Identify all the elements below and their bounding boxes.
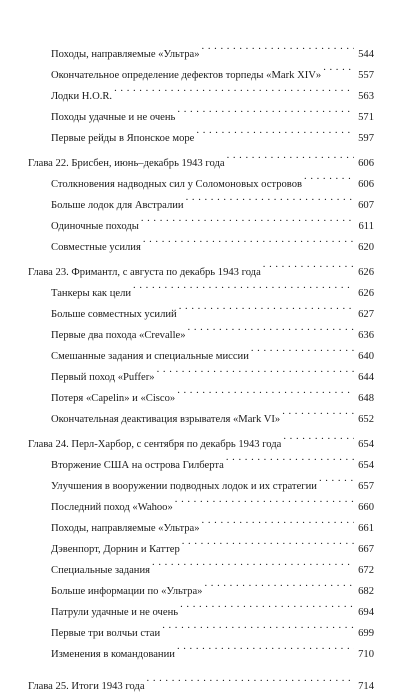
toc-entry-page-number: 654 xyxy=(358,460,374,471)
dot-leader xyxy=(152,552,354,573)
dot-leader xyxy=(175,489,354,510)
toc-entry-title: Больше информации по «Ультра» xyxy=(51,586,203,597)
toc-entry-title: Улучшения в вооружении подводных лодок и их стратегии xyxy=(51,481,317,492)
toc-entry-title: Окончательная деактивация взрывателя «Mark VI» xyxy=(51,414,281,425)
toc-entry-page-number: 657 xyxy=(358,481,374,492)
toc-entry-page-number: 682 xyxy=(358,586,374,597)
toc-entry-page-number: 563 xyxy=(358,91,374,102)
toc-entry-title: Специальные задания xyxy=(51,565,151,576)
dot-leader xyxy=(283,426,354,447)
toc-entry-page-number: 557 xyxy=(358,70,374,81)
toc-entry-title: Первые рейды в Японское море xyxy=(51,133,195,144)
toc-entry-title: Больше совместных усилий xyxy=(51,309,177,320)
dot-leader xyxy=(143,229,354,250)
dot-leader xyxy=(177,99,354,120)
toc-entry-page-number: 606 xyxy=(358,158,374,169)
toc-entry-page-number: 626 xyxy=(358,267,374,278)
dot-leader xyxy=(180,594,354,615)
dot-leader xyxy=(141,208,354,229)
toc-entry-title: Походы, направляемые «Ультра» xyxy=(51,49,200,60)
toc-section-entry xyxy=(28,36,374,60)
toc-entry-page-number: 652 xyxy=(358,414,374,425)
dot-leader xyxy=(177,636,354,657)
toc-entry-page-number: 710 xyxy=(358,649,374,660)
dot-leader xyxy=(114,78,354,99)
toc-entry-page-number: 648 xyxy=(358,393,374,404)
toc-entry-page-number: 611 xyxy=(358,221,374,232)
toc-entry-page-number: 694 xyxy=(358,607,374,618)
dot-leader xyxy=(251,338,354,359)
dot-leader xyxy=(263,254,354,275)
toc-entry-page-number: 606 xyxy=(358,179,374,190)
toc-entry-page-number: 714 xyxy=(358,681,374,692)
toc-entry-page-number: 620 xyxy=(358,242,374,253)
dot-leader xyxy=(188,317,354,338)
dot-leader xyxy=(202,510,354,531)
dot-leader xyxy=(196,120,354,141)
toc-entry-title: Походы удачные и не очень xyxy=(51,112,176,123)
toc-entry-title: Изменения в командовании xyxy=(51,649,175,660)
toc-entry-title: Потеря «Capelin» и «Cisco» xyxy=(51,393,176,404)
toc-entry-title: Патрули удачные и не очень xyxy=(51,607,179,618)
table-of-contents xyxy=(28,36,374,692)
toc-entry-page-number: 626 xyxy=(358,288,374,299)
toc-entry-page-number: 660 xyxy=(358,502,374,513)
toc-entry-page-number: 607 xyxy=(358,200,374,211)
toc-entry-page-number: 636 xyxy=(358,330,374,341)
toc-entry-page-number: 597 xyxy=(358,133,374,144)
toc-entry-title: Первый поход «Puffer» xyxy=(51,372,155,383)
dot-leader xyxy=(282,401,354,422)
dot-leader xyxy=(202,36,354,57)
toc-entry-title: Столкновения надводных сил у Соломоновых островов xyxy=(51,179,303,190)
toc-entry-title: Вторжение США на острова Гилберта xyxy=(51,460,224,471)
toc-entry-title: Последний поход «Wahoo» xyxy=(51,502,173,513)
dot-leader xyxy=(226,447,354,468)
dot-leader xyxy=(227,145,354,166)
toc-entry-page-number: 667 xyxy=(358,544,374,555)
toc-entry-page-number: 571 xyxy=(358,112,374,123)
toc-entry-page-number: 640 xyxy=(358,351,374,362)
toc-entry-page-number: 644 xyxy=(358,372,374,383)
toc-entry-title: Глава 22. Брисбен, июнь–декабрь 1943 года xyxy=(28,158,225,169)
toc-entry-title: Походы, направляемые «Ультра» xyxy=(51,523,200,534)
toc-entry-page-number: 544 xyxy=(358,49,374,60)
toc-entry-page-number: 672 xyxy=(358,565,374,576)
toc-entry-title: Танкеры как цели xyxy=(51,288,132,299)
dot-leader xyxy=(133,275,354,296)
toc-entry-title: Окончательное определение дефектов торпеды «Mark XIV» xyxy=(51,70,322,81)
dot-leader xyxy=(204,573,354,594)
toc-entry-page-number: 654 xyxy=(358,439,374,450)
toc-entry-title: Совместные усилия xyxy=(51,242,141,253)
toc-entry-page-number: 627 xyxy=(358,309,374,320)
toc-entry-title: Глава 23. Фримантл, с августа по декабрь 1943 года xyxy=(28,267,261,278)
dot-leader xyxy=(182,531,354,552)
toc-entry-title: Глава 25. Итоги 1943 года xyxy=(28,681,145,692)
dot-leader xyxy=(304,166,354,187)
toc-entry-page-number: 661 xyxy=(358,523,374,534)
dot-leader xyxy=(147,668,354,689)
dot-leader xyxy=(179,296,354,317)
toc-chapter-entry xyxy=(28,668,374,692)
toc-entry-title: Смешанные задания и специальные миссии xyxy=(51,351,249,362)
dot-leader xyxy=(157,359,354,380)
toc-entry-title: Первые два похода «Crevalle» xyxy=(51,330,186,341)
toc-entry-title: Лодки H.O.R. xyxy=(51,91,113,102)
dot-leader xyxy=(177,380,354,401)
dot-leader xyxy=(319,468,354,489)
dot-leader xyxy=(186,187,354,208)
toc-entry-title: Одиночные походы xyxy=(51,221,139,232)
toc-entry-title: Дэвенпорт, Дорнин и Каттер xyxy=(51,544,180,555)
dot-leader xyxy=(162,615,354,636)
toc-entry-title: Первые три волчьи стаи xyxy=(51,628,161,639)
toc-entry-page-number: 699 xyxy=(358,628,374,639)
toc-entry-title: Глава 24. Перл-Харбор, с сентября по декабрь 1943 года xyxy=(28,439,282,450)
dot-leader xyxy=(323,57,354,78)
toc-entry-title: Больше лодок для Австралии xyxy=(51,200,184,211)
